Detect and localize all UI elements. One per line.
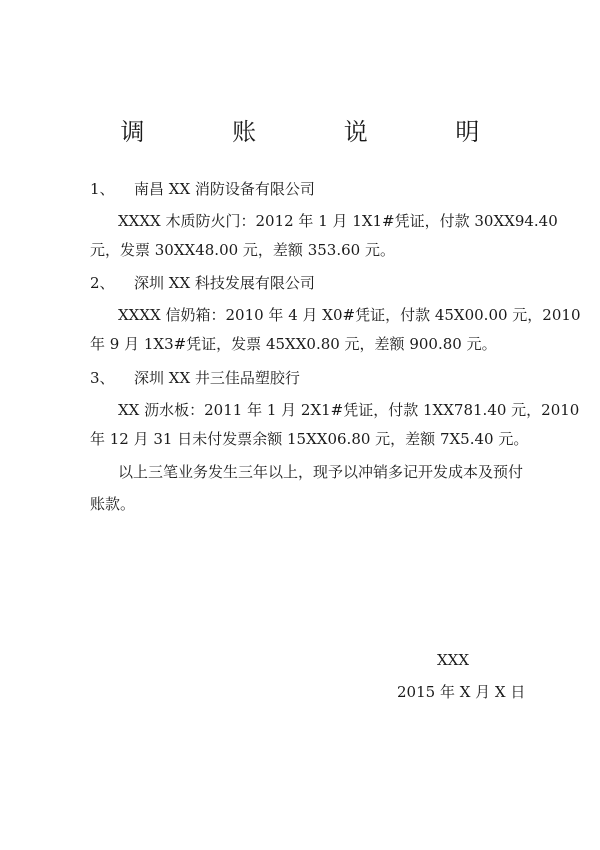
signature-date: 2015 年 X 月 X 日 — [397, 683, 526, 701]
section-2-company: 深圳 XX 科技发展有限公司 — [134, 274, 315, 292]
section-3-line-1: XX 沥水板：2011 年 1 月 2X1#凭证，付款 1XX781.40 元，2010 — [118, 401, 580, 419]
section-1-number: 1、 — [90, 180, 115, 198]
section-1-heading — [90, 179, 315, 199]
signature-name: XXX — [437, 651, 470, 669]
summary-line-1: 以上三笔业务发生三年以上，现予以冲销多记开发成本及预付 — [118, 463, 524, 481]
section-2-line-2: 年 9 月 1X3#凭证，发票 45XX0.80 元，差额 900.80 元。 — [90, 335, 497, 353]
section-3-line-2: 年 12 月 31 日未付发票余额 15XX06.80 元，差额 7X5.40 元。 — [90, 430, 529, 448]
section-1-company: 南昌 XX 消防设备有限公司 — [134, 180, 315, 198]
section-3-company: 深圳 XX 井三佳品塑胶行 — [134, 369, 300, 387]
section-3-heading — [90, 368, 300, 388]
section-2-heading — [90, 273, 315, 293]
section-2-number: 2、 — [90, 274, 115, 292]
document-title: 调 账 说 明 — [120, 118, 520, 146]
summary-line-2: 账款。 — [90, 495, 136, 513]
section-2-line-1: XXXX 信奶箱：2010 年 4 月 X0#凭证，付款 45X00.00 元，2010 — [118, 306, 581, 324]
section-1-line-2: 元，发票 30XX48.00 元，差额 353.60 元。 — [90, 241, 395, 259]
section-3-number: 3、 — [90, 369, 115, 387]
section-1-line-1: XXXX 木质防火门：2012 年 1 月 1X1#凭证，付款 30XX94.40 — [118, 212, 558, 230]
